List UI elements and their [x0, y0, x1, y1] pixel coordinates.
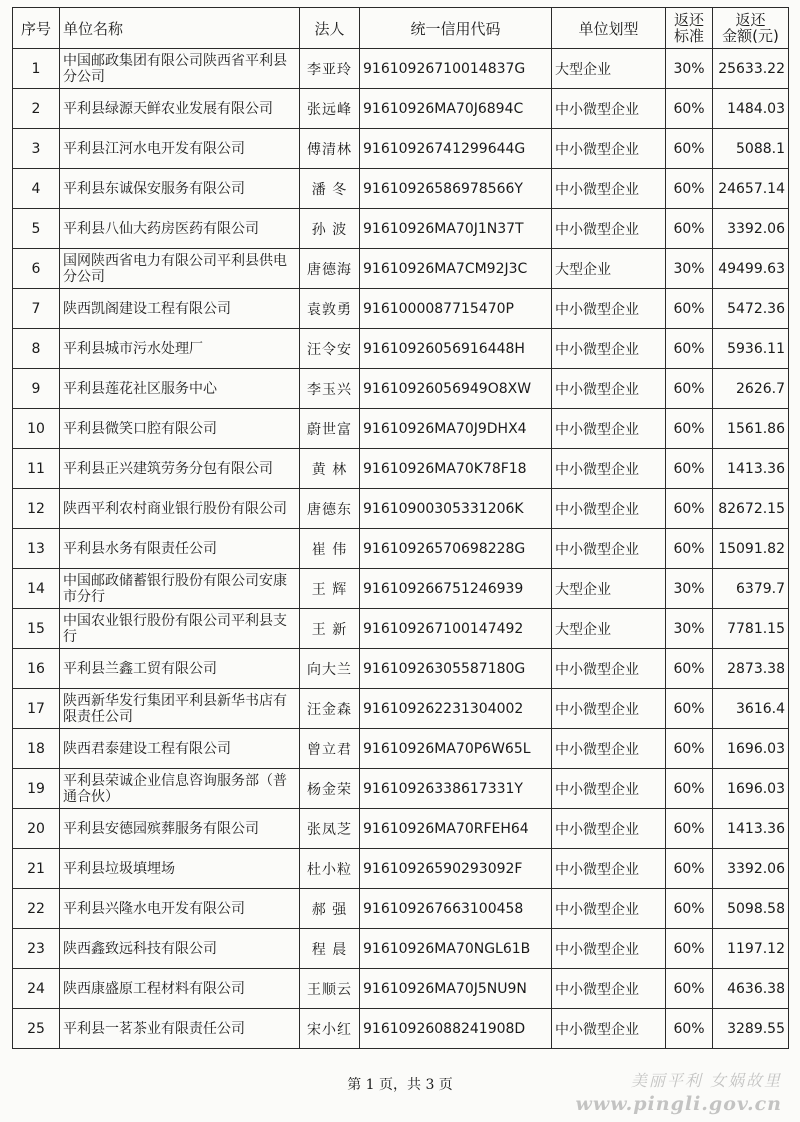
cell-no: 9: [13, 369, 60, 409]
cell-refund-amount: 5936.11: [713, 329, 789, 369]
table-row: [13, 729, 789, 769]
cell-enterprise-type: 中小微型企业: [552, 969, 666, 1009]
cell-refund-amount: 15091.82: [713, 529, 789, 569]
cell-refund-amount: 2626.7: [713, 369, 789, 409]
cell-company-name: 平利县垃圾填埋场: [60, 849, 300, 889]
cell-credit-code: 91610926MA70K78F18: [360, 449, 552, 489]
table-row: [13, 929, 789, 969]
cell-refund-amount: 1484.03: [713, 89, 789, 129]
cell-credit-code: 91610900305331206K: [360, 489, 552, 529]
header-amount-line1: 返还: [735, 11, 766, 29]
cell-refund-rate: 30%: [666, 249, 713, 289]
cell-legal-rep: 唐德海: [300, 249, 360, 289]
cell-credit-code: 91610926570698228G: [360, 529, 552, 569]
cell-refund-amount: 3616.4: [713, 689, 789, 729]
cell-refund-amount: 25633.22: [713, 49, 789, 89]
cell-no: 15: [13, 609, 60, 649]
cell-legal-rep: 李亚玲: [300, 49, 360, 89]
header-name: 单位名称: [60, 8, 300, 49]
cell-enterprise-type: 中小微型企业: [552, 369, 666, 409]
cell-no: 23: [13, 929, 60, 969]
cell-enterprise-type: 中小微型企业: [552, 769, 666, 809]
cell-company-name: 平利县兴隆水电开发有限公司: [60, 889, 300, 929]
cell-enterprise-type: 中小微型企业: [552, 209, 666, 249]
cell-no: 1: [13, 49, 60, 89]
cell-company-name: 平利县水务有限责任公司: [60, 529, 300, 569]
cell-enterprise-type: 中小微型企业: [552, 889, 666, 929]
table-row: [13, 249, 789, 289]
cell-refund-amount: 5088.1: [713, 129, 789, 169]
cell-legal-rep: 杨金荣: [300, 769, 360, 809]
refund-table: [12, 7, 789, 1049]
header-no: 序号: [13, 8, 60, 49]
cell-refund-amount: 1696.03: [713, 729, 789, 769]
cell-refund-amount: 6379.7: [713, 569, 789, 609]
cell-credit-code: 91610926586978566Y: [360, 169, 552, 209]
cell-refund-rate: 60%: [666, 89, 713, 129]
cell-company-name: 平利县安德园殡葬服务有限公司: [60, 809, 300, 849]
cell-legal-rep: 王顺云: [300, 969, 360, 1009]
cell-legal-rep: 程 晨: [300, 929, 360, 969]
cell-legal-rep: 李玉兴: [300, 369, 360, 409]
watermark-slogan: 美丽平利 女娲故里: [630, 1071, 782, 1090]
cell-refund-rate: 60%: [666, 729, 713, 769]
cell-no: 13: [13, 529, 60, 569]
cell-legal-rep: 杜小粒: [300, 849, 360, 889]
cell-refund-rate: 60%: [666, 809, 713, 849]
cell-no: 8: [13, 329, 60, 369]
cell-refund-rate: 60%: [666, 769, 713, 809]
cell-legal-rep: 宋小红: [300, 1009, 360, 1049]
cell-refund-rate: 60%: [666, 129, 713, 169]
header-type: 单位划型: [552, 8, 666, 49]
cell-enterprise-type: 中小微型企业: [552, 449, 666, 489]
cell-credit-code: 916109267100147492: [360, 609, 552, 649]
cell-credit-code: 91610926741299644G: [360, 129, 552, 169]
cell-credit-code: 91610926305587180G: [360, 649, 552, 689]
cell-refund-amount: 24657.14: [713, 169, 789, 209]
cell-company-name: 陕西君泰建设工程有限公司: [60, 729, 300, 769]
cell-enterprise-type: 中小微型企业: [552, 129, 666, 169]
cell-refund-amount: 5098.58: [713, 889, 789, 929]
cell-enterprise-type: 大型企业: [552, 569, 666, 609]
cell-refund-rate: 60%: [666, 929, 713, 969]
cell-no: 21: [13, 849, 60, 889]
cell-company-name: 平利县正兴建筑劳务分包有限公司: [60, 449, 300, 489]
cell-enterprise-type: 中小微型企业: [552, 409, 666, 449]
cell-refund-rate: 60%: [666, 849, 713, 889]
cell-no: 2: [13, 89, 60, 129]
cell-refund-rate: 60%: [666, 969, 713, 1009]
table-row: [13, 89, 789, 129]
cell-refund-amount: 3392.06: [713, 209, 789, 249]
cell-no: 12: [13, 489, 60, 529]
cell-refund-rate: 60%: [666, 329, 713, 369]
cell-company-name: 平利县荣诚企业信息咨询服务部（普通合伙）: [60, 769, 300, 809]
cell-legal-rep: 傅清林: [300, 129, 360, 169]
cell-enterprise-type: 中小微型企业: [552, 489, 666, 529]
cell-refund-rate: 60%: [666, 289, 713, 329]
cell-legal-rep: 王 新: [300, 609, 360, 649]
cell-no: 3: [13, 129, 60, 169]
cell-refund-amount: 1413.36: [713, 809, 789, 849]
cell-legal-rep: 张凤芝: [300, 809, 360, 849]
cell-company-name: 平利县微笑口腔有限公司: [60, 409, 300, 449]
cell-credit-code: 91610926056916448H: [360, 329, 552, 369]
cell-enterprise-type: 中小微型企业: [552, 169, 666, 209]
cell-credit-code: 91610926MA70NGL61B: [360, 929, 552, 969]
cell-refund-rate: 60%: [666, 529, 713, 569]
cell-company-name: 平利县一茗茶业有限责任公司: [60, 1009, 300, 1049]
cell-enterprise-type: 中小微型企业: [552, 849, 666, 889]
cell-legal-rep: 郝 强: [300, 889, 360, 929]
table-row: [13, 889, 789, 929]
cell-no: 4: [13, 169, 60, 209]
refund-table-sheet: [12, 7, 789, 1049]
cell-enterprise-type: 中小微型企业: [552, 729, 666, 769]
cell-refund-rate: 60%: [666, 689, 713, 729]
cell-company-name: 中国农业银行股份有限公司平利县支行: [60, 609, 300, 649]
cell-no: 18: [13, 729, 60, 769]
cell-enterprise-type: 中小微型企业: [552, 329, 666, 369]
table-row: [13, 689, 789, 729]
cell-legal-rep: 袁敦勇: [300, 289, 360, 329]
header-amount-line2: 金额(元): [722, 27, 779, 45]
cell-no: 10: [13, 409, 60, 449]
cell-legal-rep: 曾立君: [300, 729, 360, 769]
table-row: [13, 489, 789, 529]
cell-credit-code: 91610926590293092F: [360, 849, 552, 889]
cell-enterprise-type: 中小微型企业: [552, 649, 666, 689]
cell-credit-code: 91610926338617331Y: [360, 769, 552, 809]
cell-refund-amount: 1413.36: [713, 449, 789, 489]
cell-credit-code: 91610926710014837G: [360, 49, 552, 89]
table-row: [13, 169, 789, 209]
cell-credit-code: 91610926088241908D: [360, 1009, 552, 1049]
cell-no: 5: [13, 209, 60, 249]
cell-refund-rate: 60%: [666, 1009, 713, 1049]
cell-refund-rate: 60%: [666, 209, 713, 249]
watermark-url: www.pingli.gov.cn: [575, 1093, 782, 1115]
cell-no: 16: [13, 649, 60, 689]
cell-enterprise-type: 大型企业: [552, 49, 666, 89]
cell-company-name: 平利县兰鑫工贸有限公司: [60, 649, 300, 689]
cell-legal-rep: 蔚世富: [300, 409, 360, 449]
cell-legal-rep: 张远峰: [300, 89, 360, 129]
table-row: [13, 569, 789, 609]
cell-credit-code: 91610926MA70RFEH64: [360, 809, 552, 849]
cell-company-name: 陕西凯阁建设工程有限公司: [60, 289, 300, 329]
cell-refund-rate: 30%: [666, 609, 713, 649]
table-row: [13, 649, 789, 689]
table-row: [13, 769, 789, 809]
table-header-row: [13, 8, 789, 49]
cell-credit-code: 91610926MA70J9DHX4: [360, 409, 552, 449]
cell-enterprise-type: 中小微型企业: [552, 529, 666, 569]
table-row: [13, 849, 789, 889]
cell-legal-rep: 潘 冬: [300, 169, 360, 209]
cell-company-name: 国网陕西省电力有限公司平利县供电分公司: [60, 249, 300, 289]
header-amount: [713, 8, 789, 49]
table-row: [13, 529, 789, 569]
table-row: [13, 609, 789, 649]
cell-refund-amount: 82672.15: [713, 489, 789, 529]
cell-refund-rate: 60%: [666, 649, 713, 689]
cell-company-name: 平利县东诚保安服务有限公司: [60, 169, 300, 209]
cell-no: 24: [13, 969, 60, 1009]
cell-enterprise-type: 中小微型企业: [552, 929, 666, 969]
cell-legal-rep: 崔 伟: [300, 529, 360, 569]
cell-refund-rate: 60%: [666, 449, 713, 489]
cell-refund-rate: 60%: [666, 409, 713, 449]
cell-company-name: 陕西平利农村商业银行股份有限公司: [60, 489, 300, 529]
cell-refund-amount: 3289.55: [713, 1009, 789, 1049]
cell-refund-rate: 60%: [666, 489, 713, 529]
cell-credit-code: 91610926MA70P6W65L: [360, 729, 552, 769]
cell-credit-code: 9161000087715470P: [360, 289, 552, 329]
table-row: [13, 289, 789, 329]
cell-no: 22: [13, 889, 60, 929]
cell-enterprise-type: 大型企业: [552, 249, 666, 289]
table-row: [13, 969, 789, 1009]
table-row: [13, 369, 789, 409]
table-row: [13, 209, 789, 249]
cell-no: 14: [13, 569, 60, 609]
cell-refund-amount: 3392.06: [713, 849, 789, 889]
cell-no: 20: [13, 809, 60, 849]
table-row: [13, 449, 789, 489]
cell-credit-code: 91610926MA7CM92J3C: [360, 249, 552, 289]
cell-refund-rate: 60%: [666, 169, 713, 209]
cell-refund-rate: 60%: [666, 889, 713, 929]
table-row: [13, 409, 789, 449]
cell-enterprise-type: 中小微型企业: [552, 289, 666, 329]
cell-credit-code: 916109266751246939: [360, 569, 552, 609]
cell-credit-code: 916109262231304002: [360, 689, 552, 729]
table-row: [13, 329, 789, 369]
cell-refund-amount: 1696.03: [713, 769, 789, 809]
cell-refund-amount: 5472.36: [713, 289, 789, 329]
page-number: 第 1 页，共 3 页: [347, 1077, 453, 1093]
cell-enterprise-type: 中小微型企业: [552, 689, 666, 729]
header-code: 统一信用代码: [360, 8, 552, 49]
cell-company-name: 平利县江河水电开发有限公司: [60, 129, 300, 169]
cell-enterprise-type: 中小微型企业: [552, 809, 666, 849]
cell-refund-rate: 30%: [666, 49, 713, 89]
cell-company-name: 平利县八仙大药房医药有限公司: [60, 209, 300, 249]
table-row: [13, 129, 789, 169]
cell-credit-code: 91610926056949O8XW: [360, 369, 552, 409]
cell-legal-rep: 汪令安: [300, 329, 360, 369]
cell-refund-rate: 60%: [666, 369, 713, 409]
cell-refund-amount: 1197.12: [713, 929, 789, 969]
cell-legal-rep: 汪金森: [300, 689, 360, 729]
cell-refund-amount: 7781.15: [713, 609, 789, 649]
cell-refund-amount: 4636.38: [713, 969, 789, 1009]
cell-company-name: 平利县莲花社区服务中心: [60, 369, 300, 409]
cell-enterprise-type: 中小微型企业: [552, 89, 666, 129]
cell-no: 19: [13, 769, 60, 809]
cell-refund-amount: 49499.63: [713, 249, 789, 289]
cell-no: 6: [13, 249, 60, 289]
header-rep: 法人: [300, 8, 360, 49]
cell-company-name: 陕西新华发行集团平利县新华书店有限责任公司: [60, 689, 300, 729]
cell-refund-amount: 2873.38: [713, 649, 789, 689]
cell-legal-rep: 孙 波: [300, 209, 360, 249]
cell-company-name: 中国邮政集团有限公司陕西省平利县分公司: [60, 49, 300, 89]
header-rate-line1: 返还: [673, 11, 704, 29]
cell-company-name: 陕西鑫致远科技有限公司: [60, 929, 300, 969]
table-row: [13, 809, 789, 849]
table-row: [13, 1009, 789, 1049]
cell-refund-rate: 30%: [666, 569, 713, 609]
cell-no: 11: [13, 449, 60, 489]
cell-credit-code: 91610926MA70J1N37T: [360, 209, 552, 249]
cell-no: 17: [13, 689, 60, 729]
cell-refund-amount: 1561.86: [713, 409, 789, 449]
cell-company-name: 平利县城市污水处理厂: [60, 329, 300, 369]
cell-enterprise-type: 大型企业: [552, 609, 666, 649]
table-row: [13, 49, 789, 89]
cell-credit-code: 91610926MA70J6894C: [360, 89, 552, 129]
cell-legal-rep: 向大兰: [300, 649, 360, 689]
cell-company-name: 平利县绿源天鲜农业发展有限公司: [60, 89, 300, 129]
cell-no: 25: [13, 1009, 60, 1049]
header-rate-line2: 标准: [673, 27, 704, 45]
header-rate: [666, 8, 713, 49]
cell-company-name: 陕西康盛原工程材料有限公司: [60, 969, 300, 1009]
cell-enterprise-type: 中小微型企业: [552, 1009, 666, 1049]
cell-legal-rep: 黄 林: [300, 449, 360, 489]
cell-legal-rep: 唐德东: [300, 489, 360, 529]
cell-credit-code: 91610926MA70J5NU9N: [360, 969, 552, 1009]
cell-no: 7: [13, 289, 60, 329]
cell-company-name: 中国邮政储蓄银行股份有限公司安康市分行: [60, 569, 300, 609]
cell-legal-rep: 王 辉: [300, 569, 360, 609]
cell-credit-code: 916109267663100458: [360, 889, 552, 929]
